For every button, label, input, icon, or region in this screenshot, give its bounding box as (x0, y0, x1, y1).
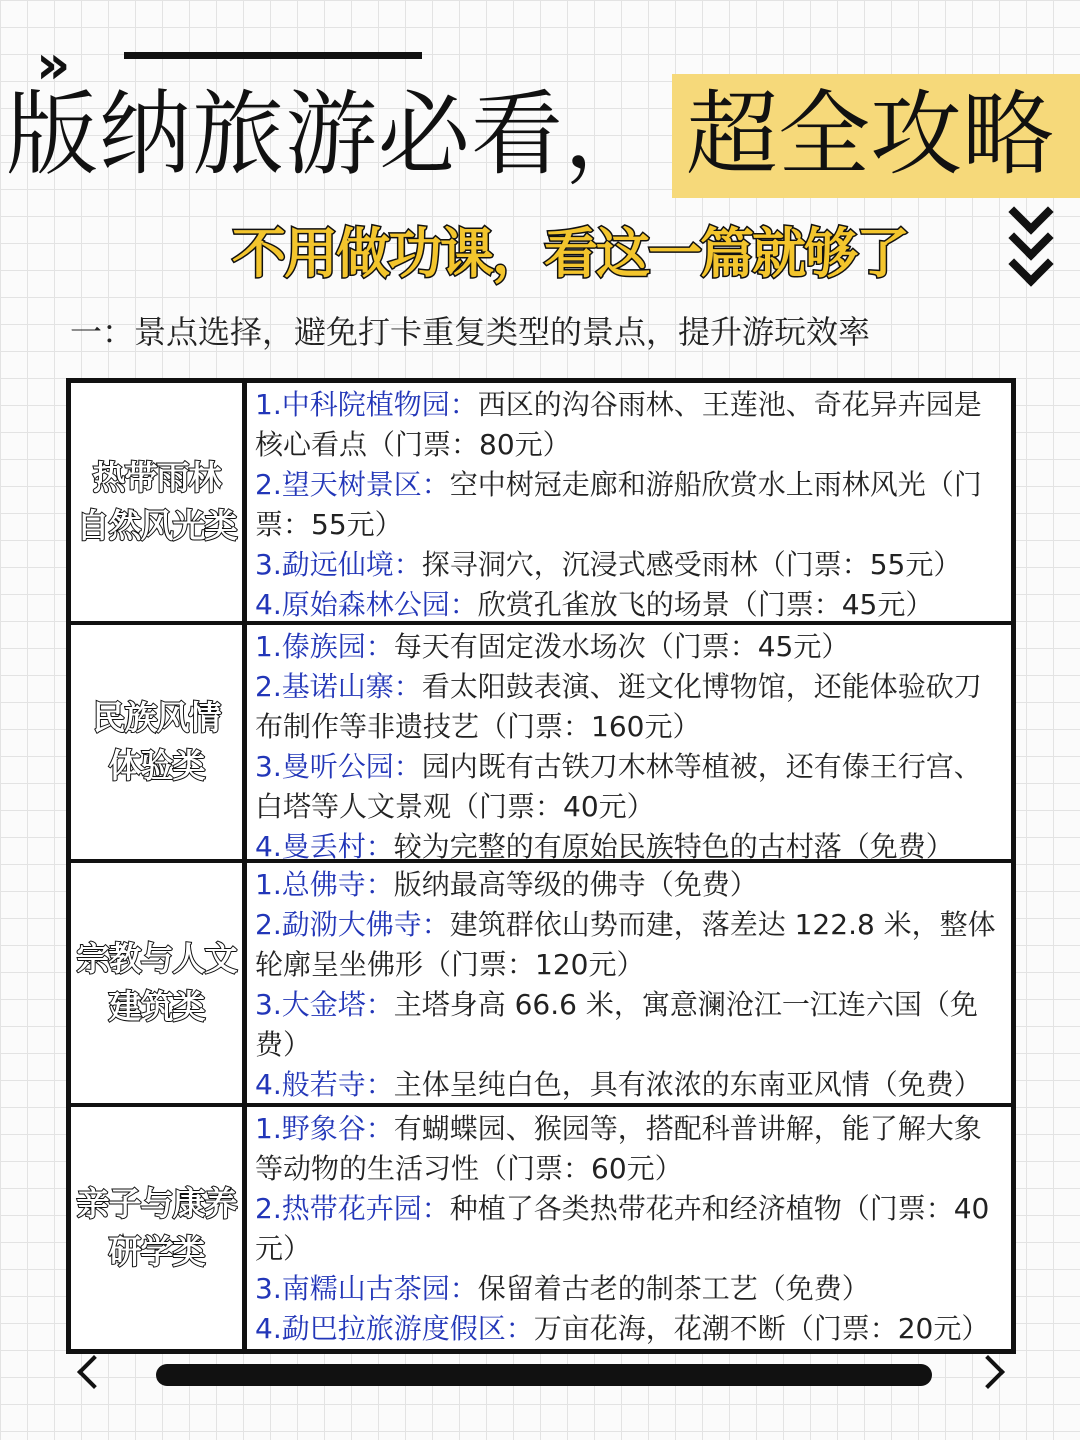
list-item (255, 667, 1005, 747)
category-label: 宗教与人文 建筑类 (76, 939, 237, 1026)
attractions-table (66, 378, 1016, 1354)
attraction-desc: 种植了各类热带花卉和经济植物（门票：40元） (255, 1192, 990, 1265)
attraction-desc: 有蝴蝶园、猴园等，搭配科普讲解，能了解大象等动物的生活习性（门票：60元） (255, 1112, 982, 1185)
attraction-name: 2.基诺山寨： (255, 670, 422, 703)
list-item (255, 865, 1005, 905)
double-chevron-right-icon: ›› (36, 33, 61, 96)
attraction-desc: 主塔身高 66.6 米，寓意澜沧江一江连六国（免费） (255, 988, 978, 1061)
attraction-name: 4.般若寺： (255, 1068, 394, 1101)
content-cell (251, 863, 1011, 1105)
list-item (255, 985, 1005, 1065)
triple-chevron-down-icon (1010, 196, 1050, 280)
attraction-desc: 欣赏孔雀放飞的场景（门票：45元） (477, 588, 934, 621)
category-cell (71, 383, 247, 621)
attraction-desc: 主体呈纯白色，具有浓浓的东南亚风情（免费） (393, 1068, 982, 1101)
category-cell (71, 625, 247, 859)
table-row (71, 863, 1011, 1107)
attraction-name: 2.望天树景区： (255, 468, 450, 501)
content-cell (251, 383, 1011, 625)
content-cell (251, 1107, 1011, 1349)
attraction-name: 2.热带花卉园： (255, 1192, 450, 1225)
header-rule (124, 52, 422, 59)
attraction-name: 4.曼丢村： (255, 830, 394, 863)
attraction-desc: 较为完整的有原始民族特色的古村落（免费） (393, 830, 954, 863)
list-item (255, 385, 1005, 465)
page-title: 版纳旅游必看， (6, 81, 658, 188)
category-cell (71, 863, 247, 1103)
attraction-name: 3.勐远仙境： (255, 548, 422, 581)
attraction-name: 1.总佛寺： (255, 868, 394, 901)
list-item (255, 465, 1005, 545)
category-label: 亲子与康养 研学类 (76, 1184, 237, 1271)
list-item (255, 585, 1005, 625)
table-row (71, 383, 1011, 625)
table-row (71, 1107, 1011, 1349)
attraction-desc: 万亩花海，花潮不断（门票：20元） (533, 1312, 990, 1345)
attraction-desc: 保留着古老的制茶工艺（免费） (477, 1272, 870, 1305)
attraction-desc: 建筑群依山势而建，落差达 122.8 米，整体轮廓呈坐佛形（门票：120元） (255, 908, 996, 981)
attraction-name: 4.勐巴拉旅游度假区： (255, 1312, 534, 1345)
attraction-name: 1.野象谷： (255, 1112, 394, 1145)
list-item (255, 827, 1005, 863)
list-item (255, 747, 1005, 827)
list-item (255, 905, 1005, 985)
category-label: 民族风情 体验类 (92, 698, 221, 785)
attraction-desc: 探寻洞穴，沉浸式感受雨林（门票：55元） (421, 548, 962, 581)
list-item (255, 545, 1005, 585)
attraction-desc: 园内既有古铁刀木林等植被，还有傣王行宫、白塔等人文景观（门票：40元） (255, 750, 982, 823)
content-cell (251, 625, 1011, 863)
attraction-name: 1.傣族园： (255, 630, 394, 663)
list-item (255, 1189, 1005, 1269)
list-item (255, 1065, 1005, 1105)
attraction-name: 1.中科院植物园： (255, 388, 478, 421)
chevron-left-icon[interactable] (77, 1355, 111, 1389)
attraction-desc: 每天有固定泼水场次（门票：45元） (393, 630, 850, 663)
attraction-desc: 版纳最高等级的佛寺（免费） (393, 868, 758, 901)
list-item (255, 1309, 1005, 1349)
attraction-desc: 空中树冠走廊和游船欣赏水上雨林风光（门票：55元） (255, 468, 982, 541)
attraction-desc: 看太阳鼓表演、逛文化博物馆，还能体验砍刀布制作等非遗技艺（门票：160元） (255, 670, 982, 743)
attraction-name: 3.曼听公园： (255, 750, 422, 783)
list-item (255, 1269, 1005, 1309)
attraction-name: 3.大金塔： (255, 988, 394, 1021)
section-heading: 一：景点选择，避免打卡重复类型的景点，提升游玩效率 (70, 313, 871, 351)
attraction-name: 3.南糯山古茶园： (255, 1272, 478, 1305)
list-item (255, 1109, 1005, 1189)
subtitle: 不用做功课，看这一篇就够了 (232, 222, 908, 285)
horizontal-scrollbar[interactable] (156, 1364, 932, 1386)
attraction-desc: 西区的沟谷雨林、王莲池、奇花异卉园是核心看点（门票：80元） (255, 388, 982, 461)
attraction-name: 2.勐泐大佛寺： (255, 908, 450, 941)
chevron-right-icon[interactable] (971, 1355, 1005, 1389)
category-cell (71, 1107, 247, 1349)
category-label: 热带雨林 自然风光类 (76, 458, 237, 545)
page-title-highlight: 超全攻略 (686, 81, 1055, 188)
table-row (71, 625, 1011, 863)
attraction-name: 4.原始森林公园： (255, 588, 478, 621)
list-item (255, 627, 1005, 667)
